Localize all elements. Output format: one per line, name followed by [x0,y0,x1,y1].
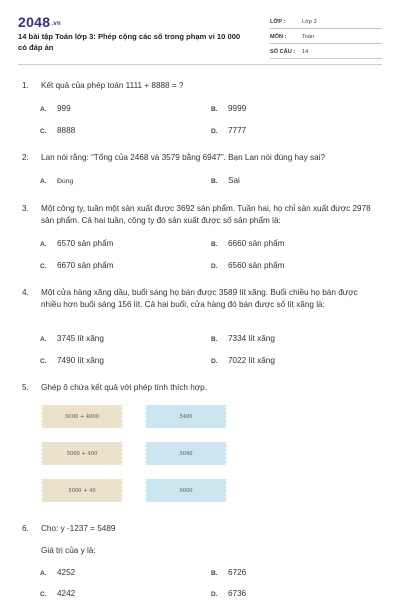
option-1b[interactable] [211,103,246,115]
meta-label: SỐ CÂU : [270,49,296,55]
option-text: 6726 [228,568,247,577]
option-letter: D. [211,263,218,270]
option-letter: B. [211,241,218,248]
option-letter: C. [40,591,47,598]
question-number: 3. [22,204,29,213]
option-text: 7777 [228,126,247,135]
option-letter: D. [211,128,218,135]
option-letter: C. [40,358,47,365]
question-number: 6. [22,524,29,533]
match-result-box[interactable]: 5400 [145,405,227,428]
match-result-box[interactable]: 9000 [145,479,227,502]
document-title: 14 bài tập Toán lớp 3: Phép cộng các số trong phạm vi 10 000 có đáp án [18,32,241,52]
option-text: 7334 lít xăng [228,334,275,343]
option-3d[interactable] [211,260,284,272]
option-1a[interactable] [40,103,71,115]
meta-value: Toán [302,34,315,40]
meta-row-subject [270,31,382,44]
option-letter: B. [211,178,218,185]
option-6d[interactable] [211,588,246,600]
option-text: 3745 lít xăng [57,334,104,343]
logo-main: 2048 [18,14,51,30]
question-text: Một cửa hàng xăng dầu, buổi sáng họ bán được 3589 lít xăng. Buổi chiều họ bán được nhiều hơn buổi sáng 156 lít. Cả hai buổi, cửa hàng đó bán được số lít xăng là: [41,288,358,309]
worksheet-header [18,14,382,62]
option-text: 6736 [228,589,247,598]
option-4a[interactable] [40,333,104,345]
header-divider [18,64,382,65]
question-number: 2. [22,153,29,162]
option-text: 6560 sản phẩm [228,261,285,270]
option-2b[interactable] [211,175,240,187]
option-text: Đúng [57,178,74,185]
option-text: 8888 [57,126,76,135]
question-text: Lan nói rằng: “Tổng của 2468 và 3579 bằng 6947”. Bạn Lan nói đúng hay sai? [41,153,326,162]
match-result-box[interactable]: 5040 [145,442,227,465]
question-text: Cho: y -1237 = 5489 [41,524,116,533]
option-3c[interactable] [40,260,113,272]
option-letter: B. [211,570,218,577]
option-2a[interactable] [40,175,73,187]
match-expression-box[interactable]: 5000 + 4000 [41,405,123,428]
option-1c[interactable] [40,125,75,137]
meta-value: 14 [302,49,309,55]
logo-suffix: .vn [51,21,61,27]
meta-row-count [270,46,382,59]
option-letter: A. [40,178,47,185]
option-text: 7490 lít xăng [57,356,104,365]
option-text: 4242 [57,589,76,598]
match-expression-box[interactable]: 5000 + 40 [41,479,123,502]
meta-label: LỚP : [270,19,286,25]
question-number: 1. [22,81,29,90]
option-6a[interactable] [40,567,75,579]
option-letter: C. [40,128,47,135]
option-text: 6570 sản phẩm [57,239,114,248]
option-text: 9999 [228,104,247,113]
site-logo[interactable] [18,14,61,30]
meta-row-grade [270,16,382,29]
option-4d[interactable] [211,355,275,367]
match-expression-box[interactable]: 5000 + 400 [41,442,123,465]
question-subtext: Giá trị của y là: [41,546,96,555]
option-letter: B. [211,106,218,113]
option-letter: A. [40,336,47,343]
meta-table [270,16,382,61]
option-4b[interactable] [211,333,275,345]
option-text: 6670 sản phẩm [57,261,114,270]
option-letter: A. [40,570,47,577]
option-4c[interactable] [40,355,104,367]
option-letter: A. [40,241,47,248]
option-6c[interactable] [40,588,75,600]
option-1d[interactable] [211,125,246,137]
option-text: 4252 [57,568,76,577]
option-letter: C. [40,263,47,270]
option-letter: D. [211,358,218,365]
option-text: Sai [228,176,240,185]
option-letter: B. [211,336,218,343]
meta-label: MÔN : [270,34,287,40]
question-text: Kết quả của phép toán 1111 + 8888 = ? [41,81,184,90]
meta-value: Lớp 3 [302,19,317,25]
option-text: 6660 sản phẩm [228,239,285,248]
option-3a[interactable] [40,238,113,250]
option-letter: A. [40,106,47,113]
question-text: Một công ty, tuần một sản xuất được 3692 sản phẩm. Tuần hai, họ chỉ sản xuất được 2978 sản phẩm. Cả hai tuần, công ty đó sản xuất được số sản phẩm là: [41,204,371,225]
question-number: 4. [22,288,29,297]
option-text: 999 [57,104,71,113]
question-number: 5. [22,383,29,392]
option-3b[interactable] [211,238,284,250]
option-6b[interactable] [211,567,246,579]
question-text: Ghép ô chứa kết quả với phép tính thích hợp. [41,383,207,392]
option-text: 7022 lít xăng [228,356,275,365]
option-letter: D. [211,591,218,598]
